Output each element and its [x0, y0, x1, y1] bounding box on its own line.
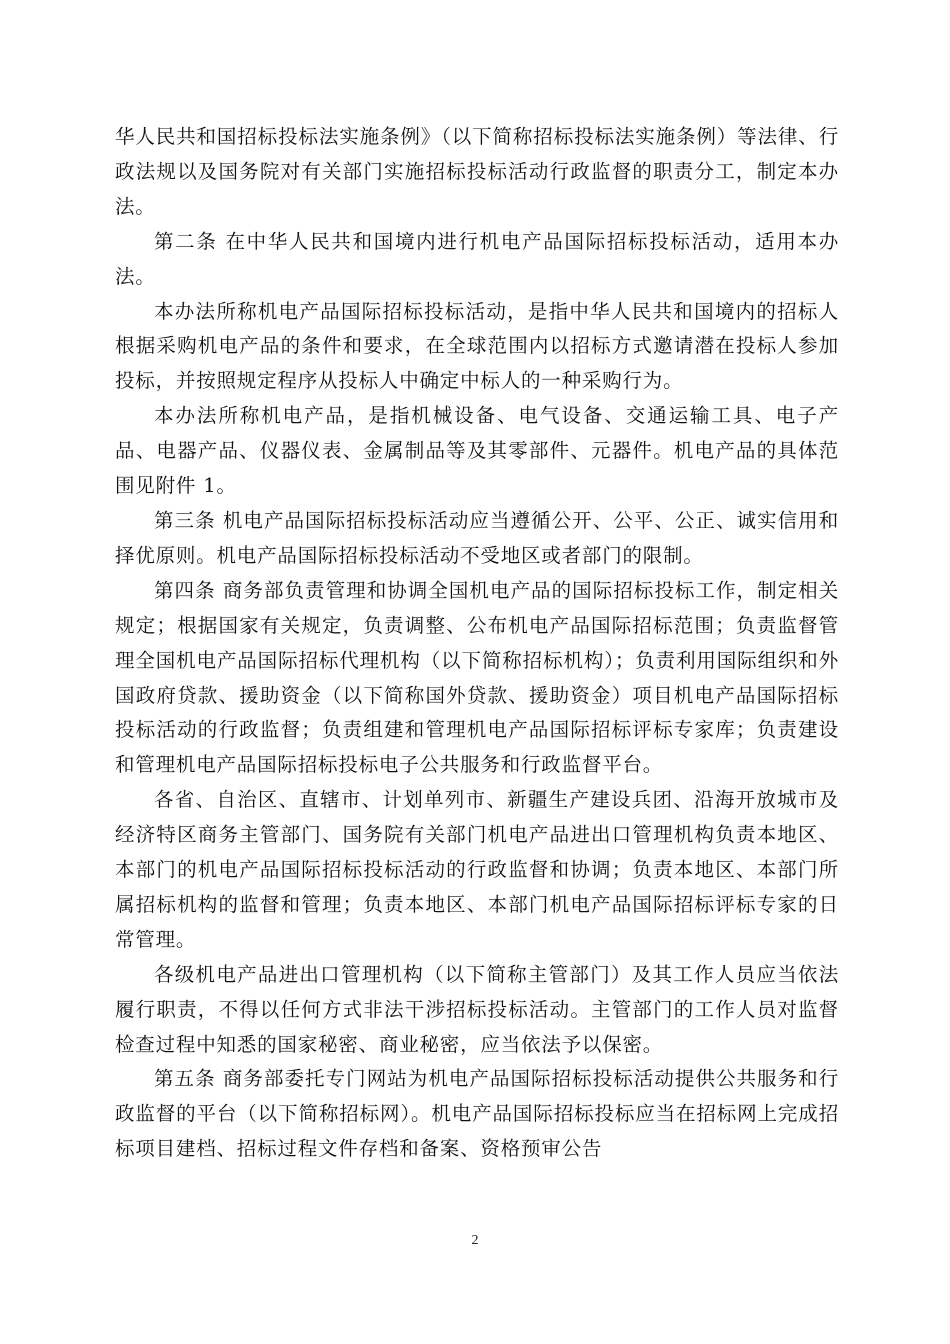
- paragraph-article-3: 第三条 机电产品国际招标投标活动应当遵循公开、公平、公正、诚实信用和择优原则。机电产品国际招标投标活动不受地区或者部门的限制。: [115, 508, 839, 567]
- document-body: [115, 120, 839, 1167]
- paragraph-article-4: 第四条 商务部负责管理和协调全国机电产品的国际招标投标工作，制定相关规定；根据国家有关规定，负责调整、公布机电产品国际招标范围；负责监督管理全国机电产品国际招标代理机构（以下简称招标机构）；负责利用国际组织和外国政府贷款、援助资金（以下简称国外贷款、援助资金）项目机电产品国际招标投标活动的行政监督；负责组建和管理机电产品国际招标评标专家库；负责建设和管理机电产品国际招标投标电子公共服务和行政监督平台。: [115, 578, 839, 777]
- page-number: 2: [471, 1233, 479, 1248]
- paragraph-local-authorities: 各省、自治区、直辖市、计划单列市、新疆生产建设兵团、沿海开放城市及经济特区商务主管部门、国务院有关部门机电产品进出口管理机构负责本地区、本部门的机电产品国际招标投标活动的行政监督和协调；负责本地区、本部门所属招标机构的监督和管理；负责本地区、本部门机电产品国际招标评标专家的日常管理。: [115, 788, 839, 951]
- paragraph-definition-product: 本办法所称机电产品，是指机械设备、电气设备、交通运输工具、电子产品、电器产品、仪器仪表、金属制品等及其零部件、元器件。机电产品的具体范围见附件 1。: [115, 404, 839, 498]
- paragraph-definition-activity: 本办法所称机电产品国际招标投标活动，是指中华人民共和国境内的招标人根据采购机电产品的条件和要求，在全球范围内以招标方式邀请潜在投标人参加投标，并按照规定程序从投标人中确定中标人的一种采购行为。: [115, 299, 839, 393]
- paragraph-article-5: 第五条 商务部委托专门网站为机电产品国际招标投标活动提供公共服务和行政监督的平台（以下简称招标网）。机电产品国际招标投标应当在招标网上完成招标项目建档、招标过程文件存档和备案、资格预审公告: [115, 1067, 839, 1161]
- paragraph-staff-duties: 各级机电产品进出口管理机构（以下简称主管部门）及其工作人员应当依法履行职责，不得以任何方式非法干涉招标投标活动。主管部门的工作人员对监督检查过程中知悉的国家秘密、商业秘密，应当依法予以保密。: [115, 962, 839, 1056]
- paragraph-continuation: 华人民共和国招标投标法实施条例》（以下简称招标投标法实施条例）等法律、行政法规以及国务院对有关部门实施招标投标活动行政监督的职责分工，制定本办法。: [115, 125, 839, 218]
- paragraph-article-2: 第二条 在中华人民共和国境内进行机电产品国际招标投标活动，适用本办法。: [115, 229, 839, 288]
